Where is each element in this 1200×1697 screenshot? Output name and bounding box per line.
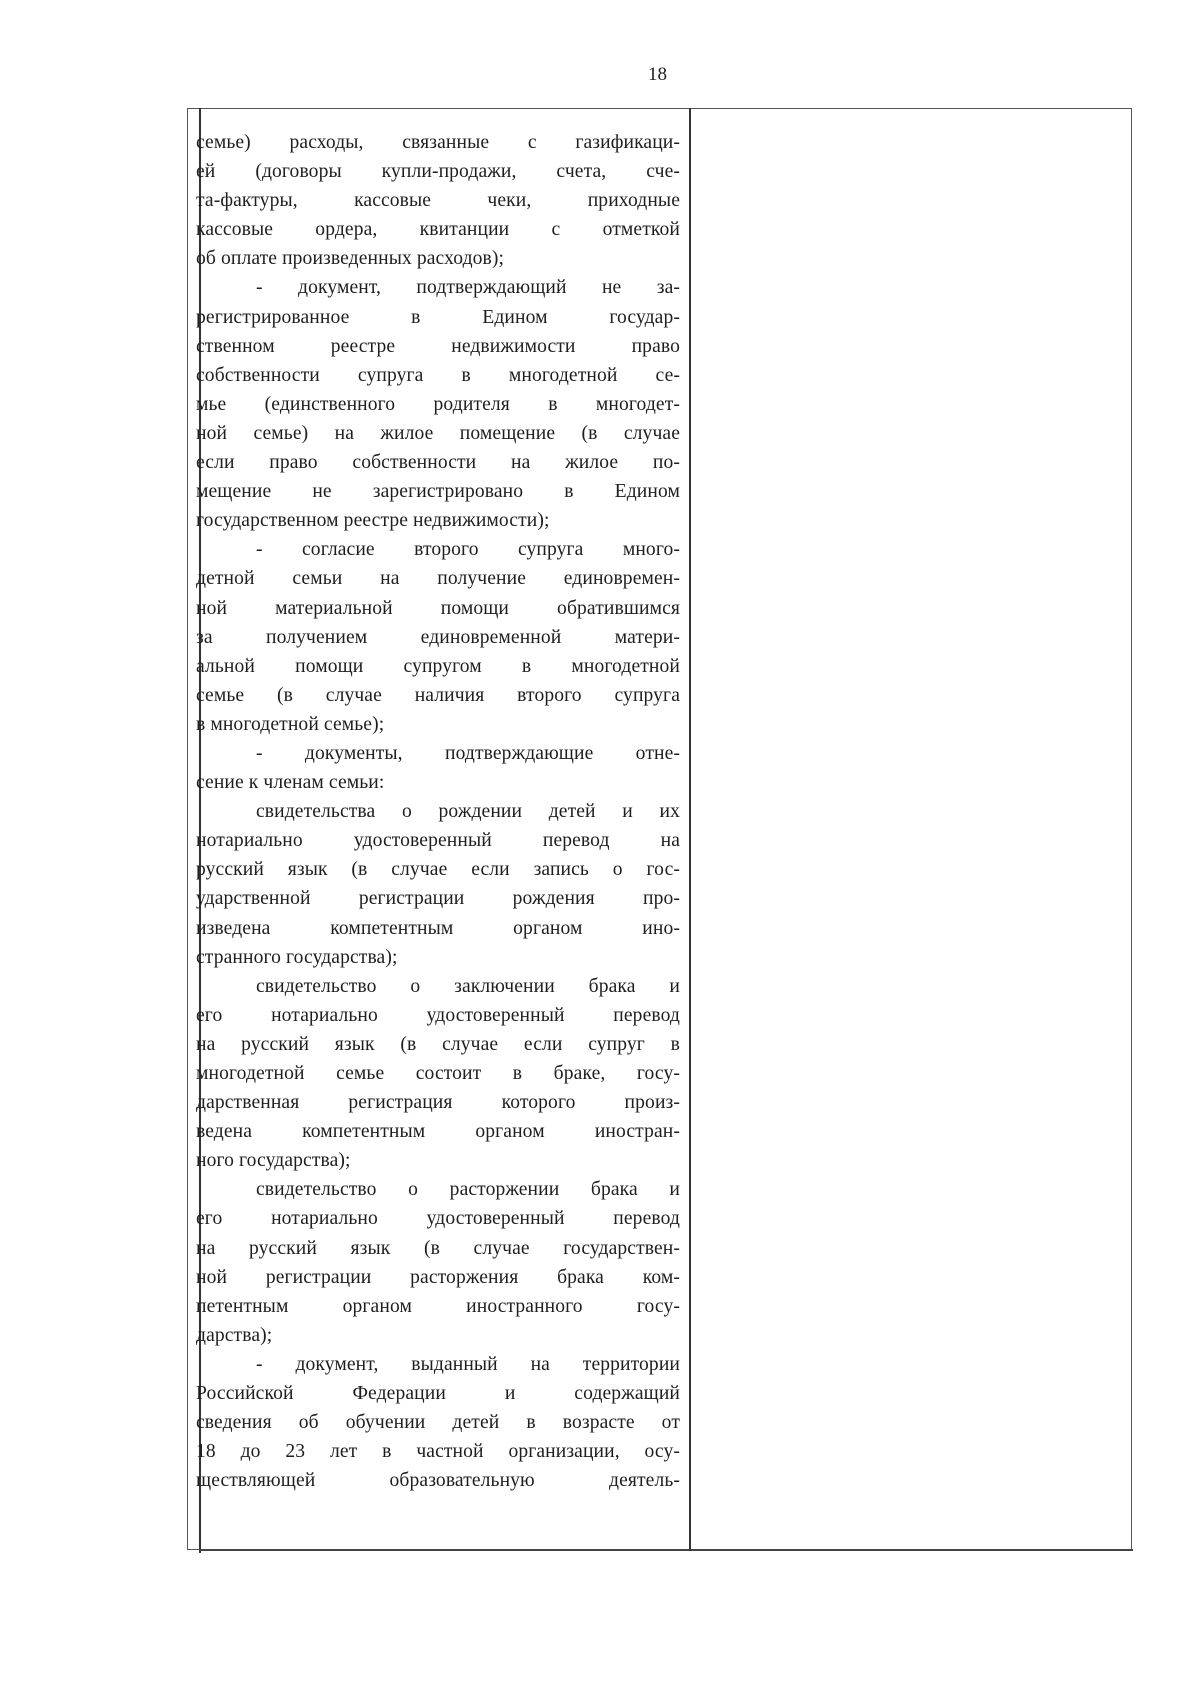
text-line: на русский язык (в случае если супруг в	[196, 1033, 680, 1055]
text-line: сведения об обучении детей в возрасте от	[196, 1412, 680, 1434]
text-line: об оплате произведенных расходов);	[196, 248, 505, 270]
text-line: ной материальной помощи обратившимся	[196, 597, 680, 619]
page-number: 18	[648, 64, 667, 85]
text-line: дарственная регистрация которого произ-	[196, 1092, 680, 1114]
text-line: та-фактуры, кассовые чеки, приходные	[196, 190, 680, 212]
text-line: нотариально удостоверенный перевод на	[196, 830, 680, 852]
text-line: странного государства);	[196, 946, 398, 968]
text-line: семье) расходы, связанные с газификаци-	[196, 132, 680, 153]
text-line: - документы, подтверждающие отне-	[256, 742, 680, 764]
text-line: сение к членам семьи:	[196, 772, 385, 794]
text-line: изведена компетентным органом ино-	[196, 917, 680, 939]
text-line: русский язык (в случае если запись о гос-	[196, 859, 680, 881]
text-line: ной семье) на жилое помещение (в случае	[196, 422, 680, 444]
text-line: мещение не зарегистрировано в Едином	[196, 481, 680, 503]
text-line: дарства);	[196, 1324, 273, 1346]
table-cell-right	[692, 110, 1130, 1548]
text-line: государственном реестре недвижимости);	[196, 510, 550, 532]
text-line: свидетельство о заключении брака и	[256, 975, 680, 997]
text-line: его нотариально удостоверенный перевод	[196, 1004, 680, 1026]
text-line: семье (в случае наличия второго супруга	[196, 684, 680, 706]
text-line: - документ, выданный на территории	[256, 1353, 680, 1375]
text-line: детной семьи на получение единовремен-	[196, 568, 680, 590]
text-line: свидетельство о расторжении брака и	[256, 1179, 680, 1201]
text-line: альной помощи супругом в многодетной	[196, 655, 680, 677]
text-line: ственном реестре недвижимости право	[196, 335, 680, 357]
text-line: свидетельства о рождении детей и их	[256, 801, 680, 823]
text-line: петентным органом иностранного госу-	[196, 1295, 680, 1317]
table-cell-left	[196, 128, 680, 1495]
text-line: мье (единственного родителя в многодет-	[196, 393, 680, 415]
text-line: на русский язык (в случае государствен-	[196, 1237, 680, 1259]
text-line: - согласие второго супруга много-	[256, 539, 680, 561]
table-bottom-border	[199, 1549, 1133, 1551]
text-line: кассовые ордера, квитанции с отметкой	[196, 219, 680, 241]
text-line: 18 до 23 лет в частной организации, осу-	[196, 1441, 680, 1463]
text-line: собственности супруга в многодетной се-	[196, 364, 680, 386]
table-column-divider	[689, 108, 691, 1551]
text-line: - документ, подтверждающий не за-	[256, 277, 680, 299]
text-line: его нотариально удостоверенный перевод	[196, 1208, 680, 1230]
text-line: ной регистрации расторжения брака ком-	[196, 1266, 680, 1288]
text-line: многодетной семье состоит в браке, госу-	[196, 1063, 680, 1084]
text-line: за получением единовременной матери-	[196, 626, 680, 648]
text-line: Российской Федерации и содержащий	[196, 1383, 680, 1405]
text-line: если право собственности на жилое по-	[196, 452, 680, 474]
text-line: ей (договоры купли-продажи, счета, сче-	[196, 161, 680, 183]
text-line: ударственной регистрации рождения про-	[196, 888, 680, 910]
text-line: регистрированное в Едином государ-	[196, 306, 680, 328]
text-line: в многодетной семье);	[196, 713, 385, 735]
text-line: ного государства);	[196, 1150, 351, 1172]
text-line: ществляющей образовательную деятель-	[196, 1470, 680, 1492]
text-line: ведена компетентным органом иностран-	[196, 1121, 680, 1143]
